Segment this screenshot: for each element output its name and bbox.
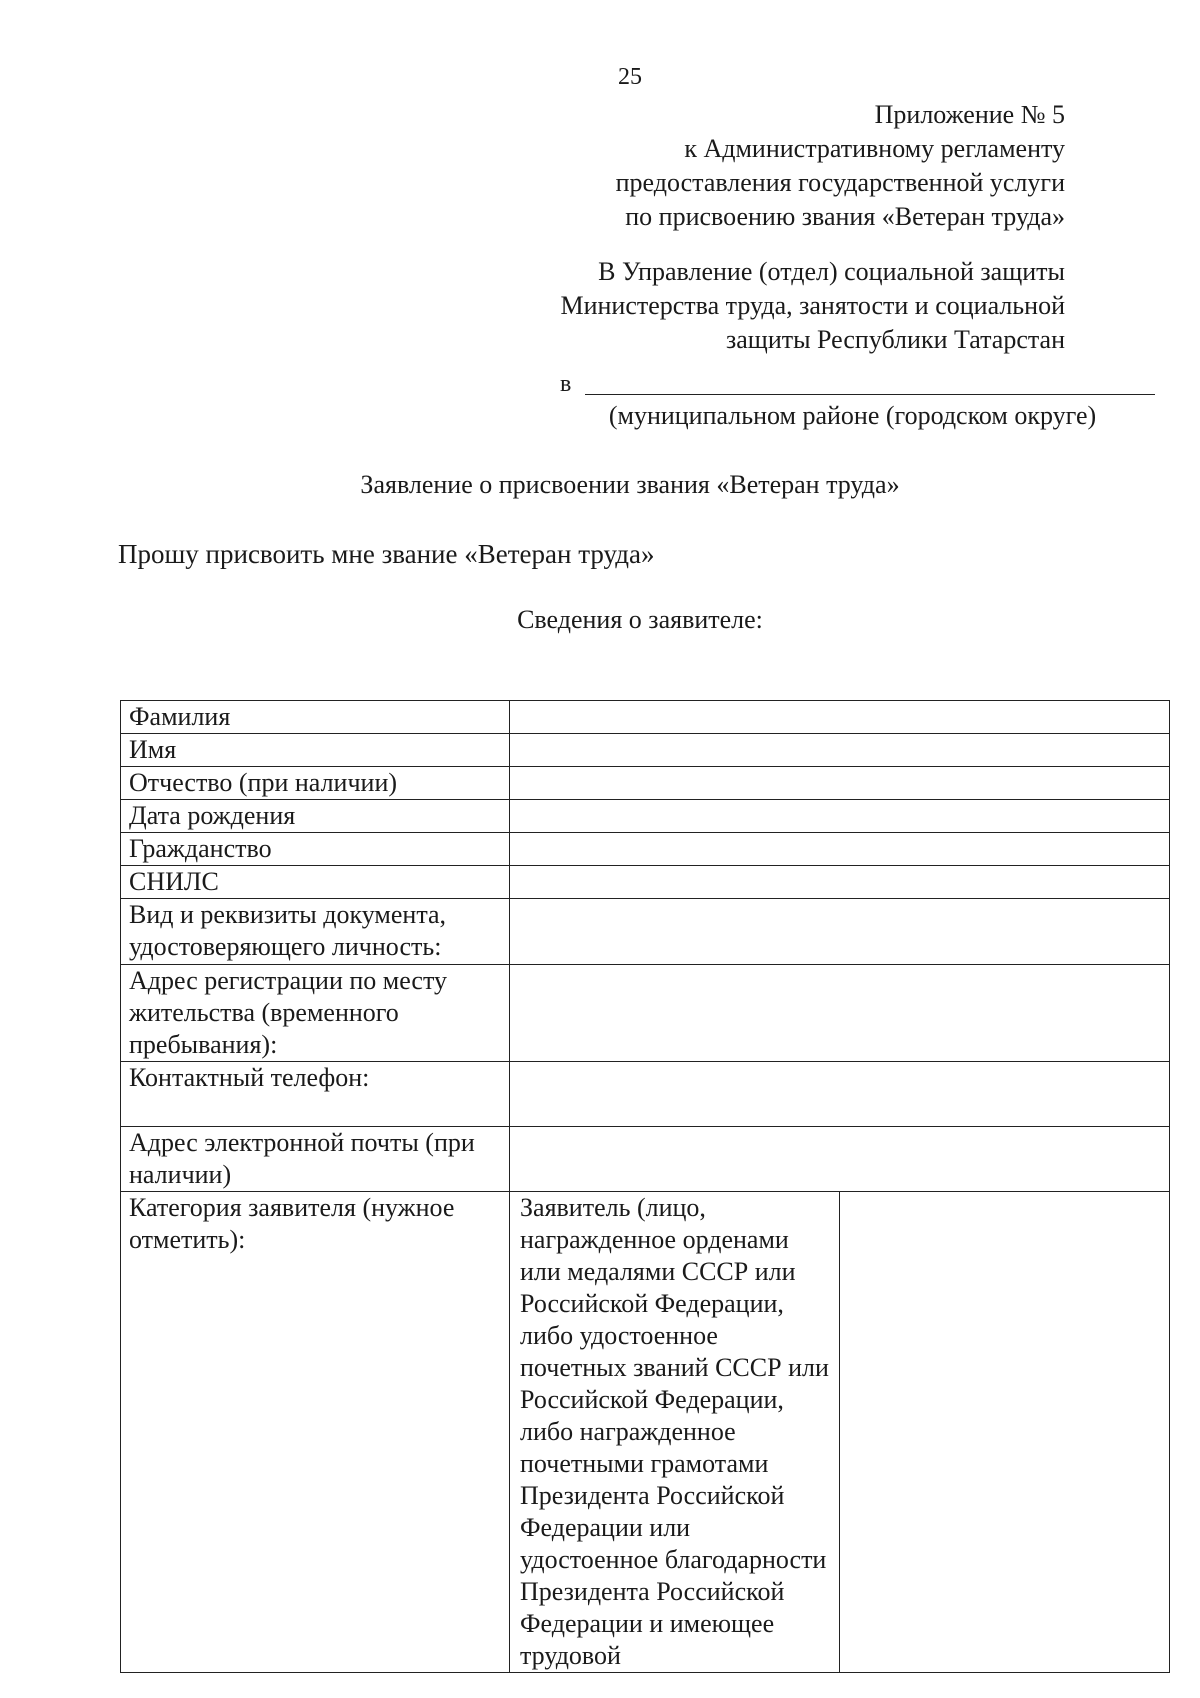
table-row [121, 701, 1170, 734]
field-label: Гражданство [121, 833, 510, 866]
table-row [121, 734, 1170, 767]
section-title: Сведения о заявителе: [517, 605, 763, 634]
field-value-cell[interactable] [510, 965, 1170, 1062]
request-text: Прошу присвоить мне звание «Ветеран труда» [118, 539, 655, 569]
field-label: Имя [121, 734, 510, 767]
table-row [121, 866, 1170, 899]
district-prefix: в [560, 371, 572, 397]
field-label: Контактный телефон: [121, 1062, 510, 1127]
table-row [121, 1062, 1170, 1127]
page-number: 25 [618, 64, 642, 90]
table-row [121, 1127, 1170, 1192]
table-row [121, 1192, 1170, 1673]
table-row [121, 767, 1170, 800]
field-value-cell[interactable] [510, 701, 1170, 734]
table-row [121, 899, 1170, 965]
table-row [121, 965, 1170, 1062]
recipient-block [560, 255, 1065, 357]
annex-line: к Административному регламенту [684, 134, 1065, 163]
annex-line: Приложение № 5 [874, 100, 1065, 129]
table-row [121, 800, 1170, 833]
field-label: Отчество (при наличии) [121, 767, 510, 800]
category-option-text: Заявитель (лицо, награжденное орденами или медалями СССР или Российской Федерации, либо удостоенное почетных званий СССР или Российской Федерации, либо награжденное почетными грамотами Президента Российской Федерации или удостоенное благодарности Президента Российской Федерации и имеющее трудовой [510, 1192, 840, 1673]
field-label: Вид и реквизиты документа, удостоверяющего личность: [121, 899, 510, 965]
field-label: Фамилия [121, 701, 510, 734]
field-value-cell[interactable] [510, 866, 1170, 899]
recipient-line: защиты Республики Татарстан [725, 325, 1065, 354]
field-label: Адрес электронной почты (при наличии) [121, 1127, 510, 1192]
district-caption: (муниципальном районе (городском округе) [608, 401, 1097, 430]
field-value-cell[interactable] [510, 1062, 1170, 1127]
field-value-cell[interactable] [510, 734, 1170, 767]
annex-line: предоставления государственной услуги [615, 168, 1065, 197]
field-label: СНИЛС [121, 866, 510, 899]
document-title: Заявление о присвоении звания «Ветеран труда» [360, 470, 900, 499]
category-checkbox-cell[interactable] [840, 1192, 1170, 1673]
field-value-cell[interactable] [510, 767, 1170, 800]
field-value-cell[interactable] [510, 1127, 1170, 1192]
table-row [121, 833, 1170, 866]
field-label: Дата рождения [121, 800, 510, 833]
annex-line: по присвоению звания «Ветеран труда» [625, 202, 1065, 231]
annex-header [616, 98, 1065, 234]
field-value-cell[interactable] [510, 833, 1170, 866]
recipient-line: Министерства труда, занятости и социальной [560, 291, 1065, 320]
field-value-cell[interactable] [510, 899, 1170, 965]
field-label: Адрес регистрации по месту жительства (временного пребывания): [121, 965, 510, 1062]
category-label: Категория заявителя (нужное отметить): [121, 1192, 510, 1673]
district-fill-line[interactable] [585, 394, 1155, 395]
field-value-cell[interactable] [510, 800, 1170, 833]
applicant-info-table [120, 700, 1170, 1673]
recipient-line: В Управление (отдел) социальной защиты [598, 257, 1065, 286]
